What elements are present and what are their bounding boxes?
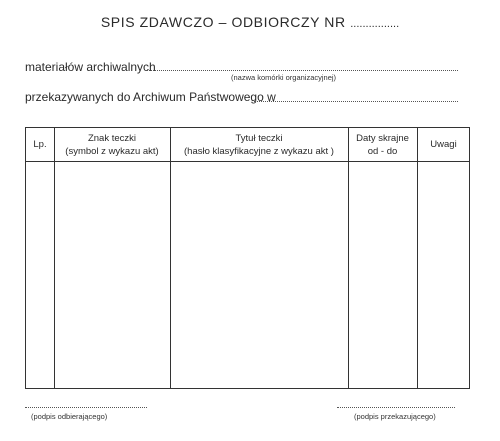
- column-divider: [170, 128, 171, 388]
- title-number-placeholder: ................: [350, 18, 400, 30]
- receiver-signature-field[interactable]: [25, 407, 147, 408]
- header-cell-file-mark: [54, 128, 170, 161]
- column-divider: [54, 128, 55, 388]
- receiver-signature-caption: (podpis odbierającego): [31, 412, 108, 421]
- state-archive-label: przekazywanych do Archiwum Państwowego w: [25, 90, 276, 104]
- header-file-mark-label: Znak teczki: [87, 132, 137, 144]
- sender-signature-field[interactable]: [337, 407, 455, 408]
- header-file-mark-sublabel: (symbol z wykazu akt): [65, 145, 159, 157]
- header-file-title-sublabel: (hasło klasyfikacyjne z wykazu akt ): [184, 145, 334, 157]
- organizational-unit-caption: (nazwa komórki organizacyjnej): [231, 73, 337, 82]
- header-file-title-label: Tytuł teczki: [235, 132, 283, 144]
- header-cell-file-title: [170, 128, 348, 161]
- state-archive-location-field[interactable]: [254, 101, 458, 102]
- header-remarks-label: Uwagi: [430, 139, 457, 150]
- header-cell-date-range: [348, 128, 417, 161]
- document-title: [0, 14, 500, 30]
- header-cell-remarks: [417, 128, 470, 161]
- header-date-range-sublabel: od - do: [367, 145, 398, 157]
- records-table: [25, 127, 470, 389]
- column-divider: [417, 128, 418, 388]
- archival-materials-label: materiałów archiwalnych: [25, 60, 156, 74]
- sender-signature-caption: (podpis przekazującego): [354, 412, 436, 421]
- header-date-range-label: Daty skrajne: [356, 132, 409, 144]
- header-cell-lp: [26, 128, 54, 161]
- column-divider: [348, 128, 349, 388]
- organizational-unit-field[interactable]: [146, 70, 458, 71]
- title-text: SPIS ZDAWCZO – ODBIORCZY NR: [100, 14, 346, 30]
- header-lp-label: Lp.: [33, 139, 47, 150]
